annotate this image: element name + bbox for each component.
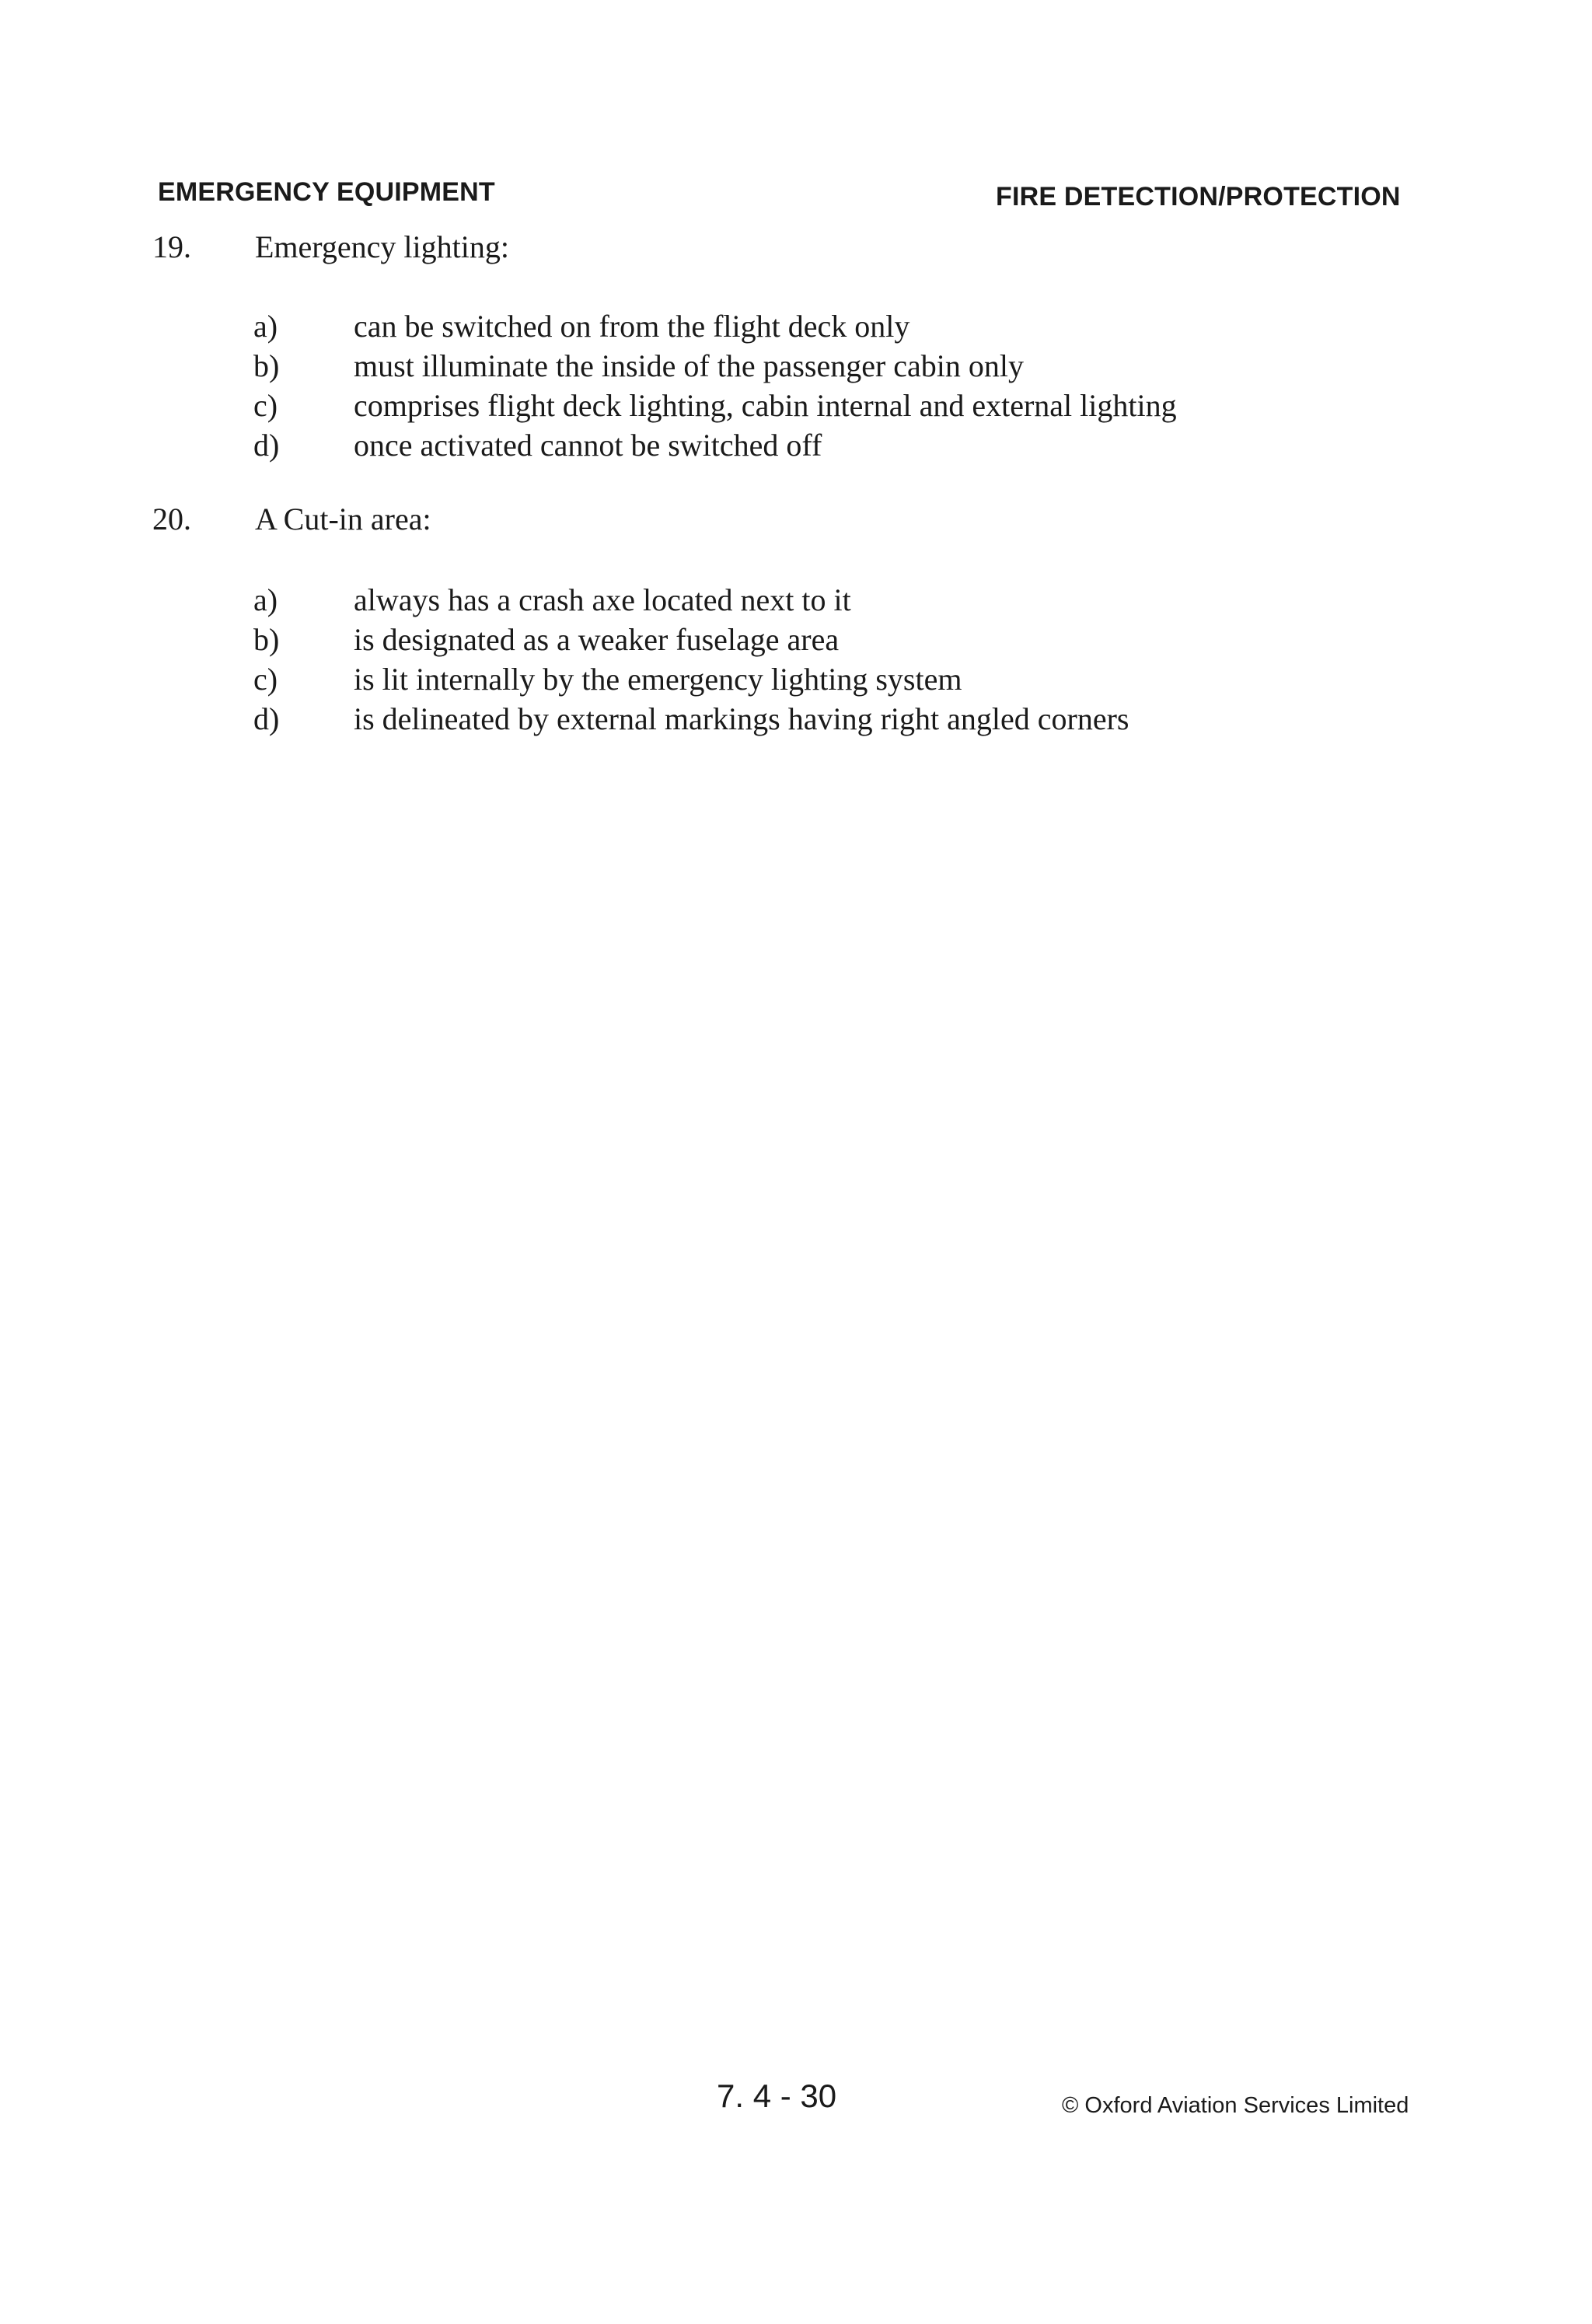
- question-number: 20.: [152, 501, 191, 536]
- option-text: is designated as a weaker fuselage area: [354, 622, 840, 657]
- question-text: A Cut-in area:: [255, 501, 431, 536]
- option-letter: d): [253, 701, 280, 736]
- option-text: must illuminate the inside of the passenger cabin only: [354, 348, 1025, 383]
- option-letter: b): [253, 622, 280, 657]
- option-text: is delineated by external markings having right angled corners: [354, 701, 1129, 736]
- page-number: 7. 4 - 30: [717, 2078, 837, 2114]
- header-left-title: EMERGENCY EQUIPMENT: [158, 177, 495, 207]
- option-letter: a): [253, 582, 278, 617]
- option-letter: d): [253, 428, 280, 463]
- option-text: always has a crash axe located next to it: [354, 582, 851, 617]
- option-text: comprises flight deck lighting, cabin internal and external lighting: [354, 388, 1177, 423]
- question-number: 19.: [152, 229, 191, 264]
- copyright-notice: © Oxford Aviation Services Limited: [1062, 2093, 1409, 2118]
- option-text: can be switched on from the flight deck only: [354, 309, 910, 344]
- question-text: Emergency lighting:: [255, 229, 509, 264]
- option-letter: a): [253, 309, 278, 344]
- option-letter: c): [253, 662, 278, 697]
- option-text: is lit internally by the emergency lighting system: [354, 662, 962, 697]
- option-letter: b): [253, 348, 280, 383]
- option-letter: c): [253, 388, 278, 423]
- header-right-title: FIRE DETECTION/PROTECTION: [996, 182, 1401, 211]
- option-text: once activated cannot be switched off: [354, 428, 822, 463]
